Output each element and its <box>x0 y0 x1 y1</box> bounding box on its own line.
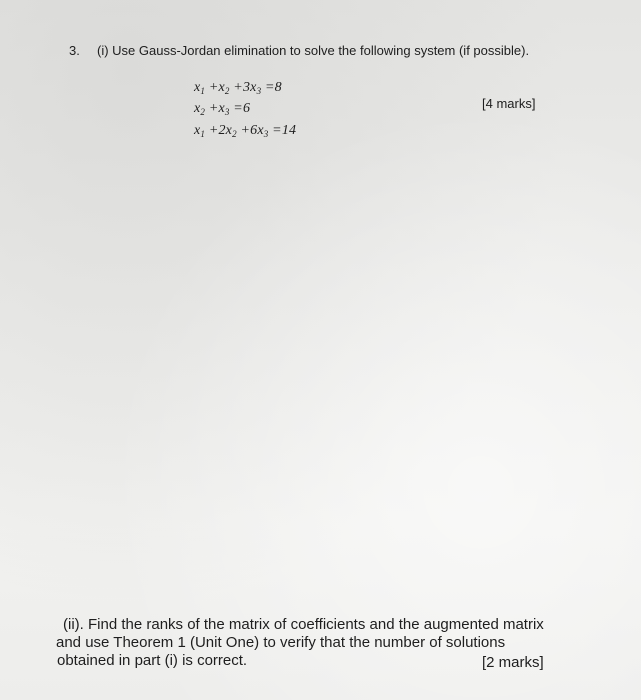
part-i-instruction: (i) Use Gauss-Jordan elimination to solve the following system (if possible). <box>97 43 530 58</box>
part-ii-line-1: (ii). Find the ranks of the matrix of coefficients and the augmented matrix <box>63 616 544 633</box>
part-ii-line-3: obtained in part (i) is correct. <box>57 652 248 669</box>
equation-1: $x_1 +x_2 +3x_3 =8$ <box>194 80 282 96</box>
part-i-marks: [4 marks] <box>482 96 536 111</box>
part-ii-marks: [2 marks] <box>482 654 544 671</box>
equation-2: $x_2 +x_3 =6$ <box>194 101 251 117</box>
question-number: 3. <box>69 43 80 58</box>
equation-3: $x_1 +2x_2 +6x_3 =14$ <box>194 123 297 139</box>
part-ii-line-2: and use Theorem 1 (Unit One) to verify that the number of solutions <box>56 634 506 651</box>
